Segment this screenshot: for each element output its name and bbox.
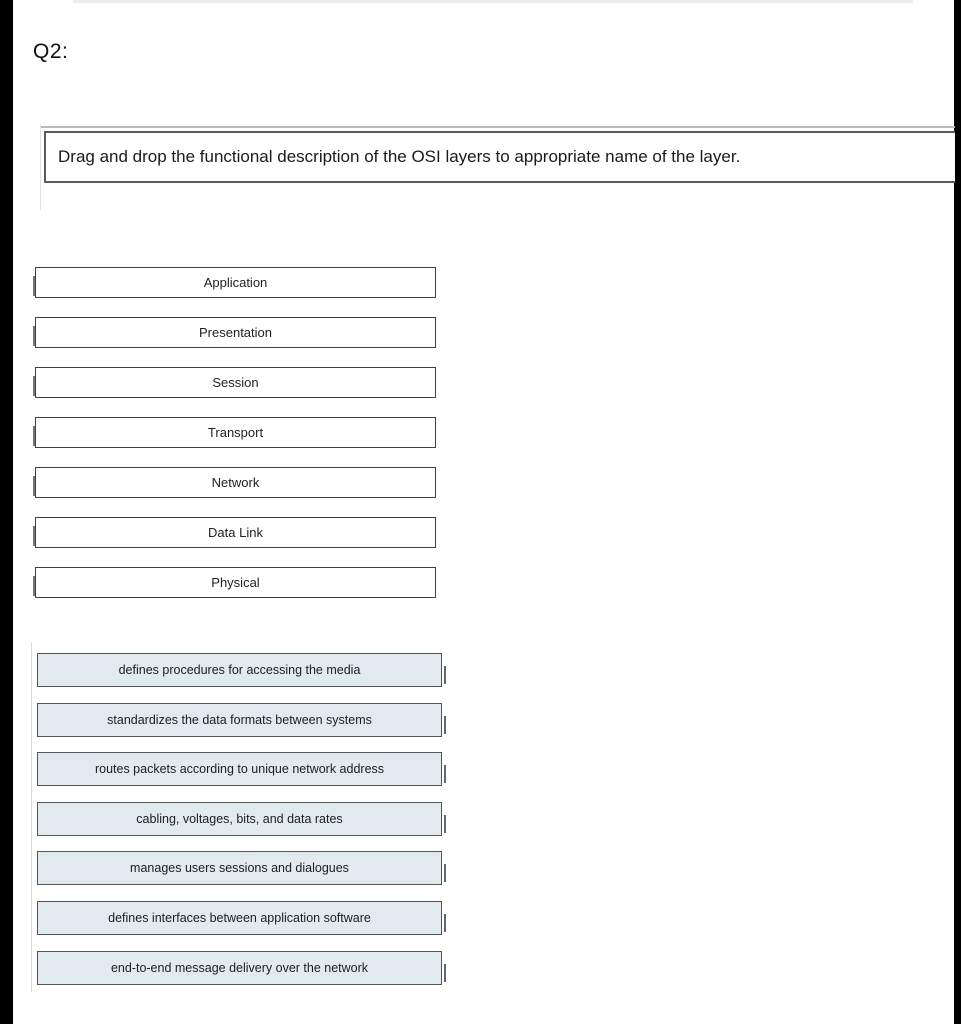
layer-target-session[interactable]: Session bbox=[35, 367, 436, 398]
layer-target-physical[interactable]: Physical bbox=[35, 567, 436, 598]
instruction-divider bbox=[41, 126, 955, 128]
draggable-description[interactable]: routes packets according to unique network address bbox=[37, 752, 442, 786]
layer-target-transport[interactable]: Transport bbox=[35, 417, 436, 448]
layer-target-data-link[interactable]: Data Link bbox=[35, 517, 436, 548]
instruction-text: Drag and drop the functional description of the OSI layers to appropriate name of the layer. bbox=[44, 131, 955, 183]
top-divider bbox=[73, 0, 913, 3]
document-page bbox=[13, 0, 954, 1024]
layer-target-application[interactable]: Application bbox=[35, 267, 436, 298]
layer-target-presentation[interactable]: Presentation bbox=[35, 317, 436, 348]
draggable-description[interactable]: end-to-end message delivery over the network bbox=[37, 951, 442, 985]
draggable-description[interactable]: defines interfaces between application software bbox=[37, 901, 442, 935]
layer-target-network[interactable]: Network bbox=[35, 467, 436, 498]
instruction-panel bbox=[40, 124, 955, 210]
draggable-description[interactable]: cabling, voltages, bits, and data rates bbox=[37, 802, 442, 836]
question-label: Q2: bbox=[33, 40, 69, 63]
draggable-description[interactable]: defines procedures for accessing the media bbox=[37, 653, 442, 687]
draggable-description[interactable]: standardizes the data formats between systems bbox=[37, 703, 442, 737]
draggable-description[interactable]: manages users sessions and dialogues bbox=[37, 851, 442, 885]
